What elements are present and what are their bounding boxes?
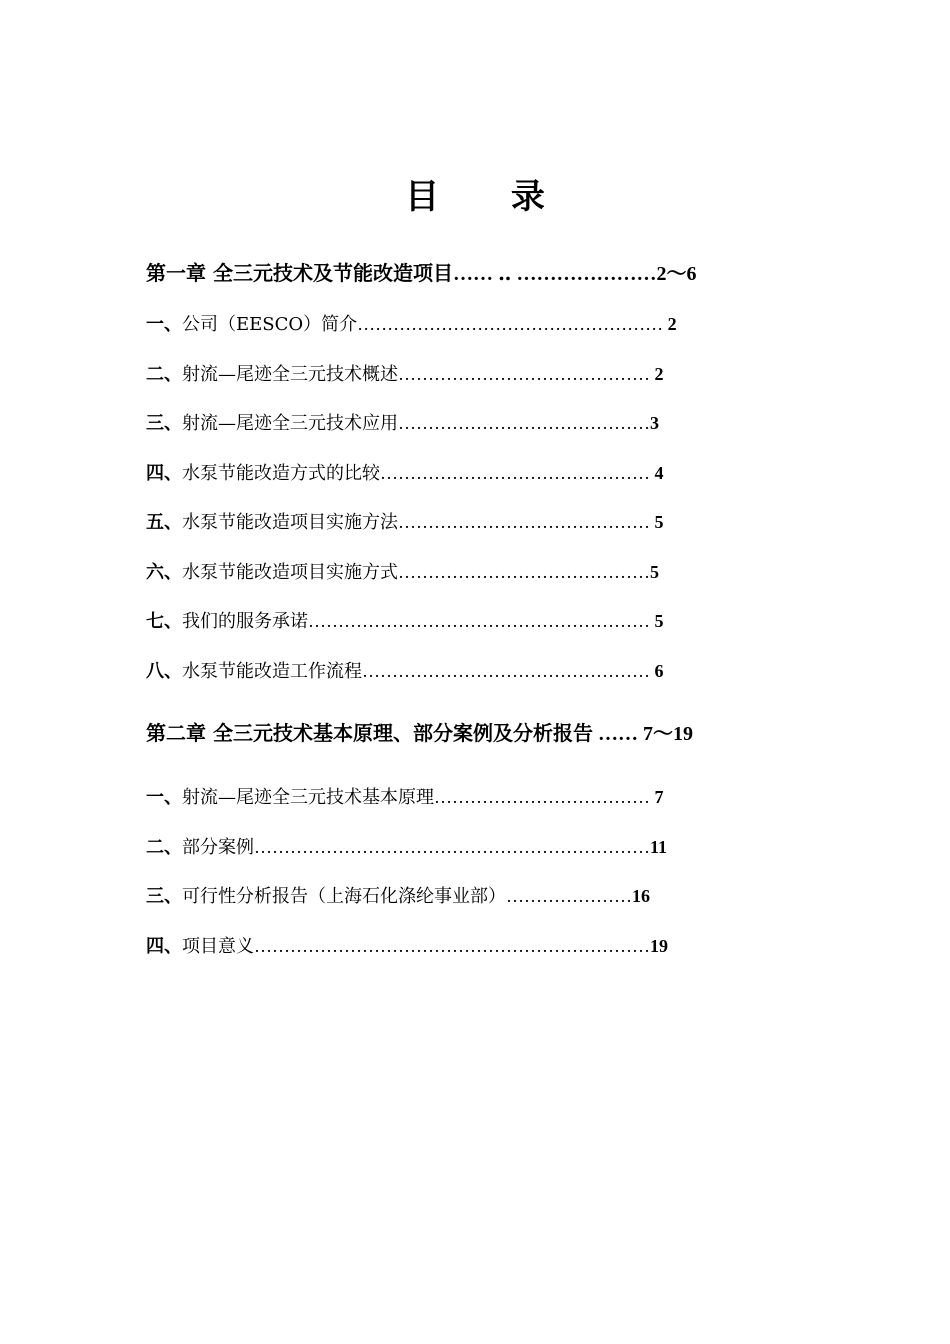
toc-entry-1-1[interactable]: [146, 309, 677, 340]
toc-entry-1-4[interactable]: [146, 458, 664, 489]
page-number: 3: [650, 413, 659, 433]
dot-leader: …………………………………………………………: [254, 837, 650, 857]
toc-entry-2-4[interactable]: [146, 931, 668, 962]
toc-chapter-2[interactable]: [146, 718, 693, 749]
toc-entry-1-6[interactable]: [146, 557, 659, 588]
dot-leader: …………………………………………: [362, 661, 655, 681]
page-number: 2: [654, 364, 664, 384]
dot-leader: ………………………………: [434, 787, 655, 807]
toc-entry-1-2[interactable]: [146, 359, 664, 390]
section-number: 八、: [146, 661, 182, 682]
dot-leader: …………………………………………………: [308, 611, 655, 631]
toc-entry-2-2[interactable]: [146, 832, 667, 863]
section-title: 水泵节能改造项目实施方法: [182, 512, 398, 533]
section-number: 三、: [146, 413, 182, 434]
dot-leader: …… ‥ …………………: [452, 263, 657, 285]
toc-entry-1-5[interactable]: [146, 507, 664, 538]
page-number: 5: [650, 562, 659, 582]
section-title: 水泵节能改造工作流程: [182, 661, 362, 682]
section-number: 四、: [146, 936, 182, 957]
page-number: 6: [654, 661, 664, 681]
dot-leader: ……: [592, 723, 643, 745]
section-number: 二、: [146, 364, 182, 385]
page-range: 2～6: [656, 263, 697, 285]
section-number: 七、: [146, 611, 182, 632]
section-title: 我们的服务承诺: [182, 611, 308, 632]
section-title: 部分案例: [182, 837, 254, 858]
page-title: 目 录: [405, 177, 575, 217]
section-number: 五、: [146, 512, 182, 533]
page-number: 7: [654, 787, 664, 807]
dot-leader: ……………………………………: [398, 364, 655, 384]
page-number: 5: [654, 611, 664, 631]
toc-chapter-1[interactable]: [146, 258, 696, 289]
page-number: 4: [654, 463, 664, 483]
dot-leader: ……………………………………: [398, 413, 650, 433]
page-number: 2: [667, 314, 677, 334]
section-number: 一、: [146, 787, 182, 808]
section-number: 三、: [146, 886, 182, 907]
section-title: 可行性分析报告（上海石化涤纶事业部）: [182, 886, 506, 907]
chapter-title: 第一章 全三元技术及节能改造项目: [146, 261, 453, 285]
page-range: 7～19: [642, 723, 693, 745]
dot-leader: ……………………………………………: [357, 314, 668, 334]
dot-leader: ………………………………………: [380, 463, 655, 483]
section-title: 公司（EESCO）简介: [182, 314, 358, 335]
chapter-title: 第二章 全三元技术基本原理、部分案例及分析报告: [146, 721, 593, 745]
section-title: 射流—尾迹全三元技术基本原理: [182, 787, 434, 808]
section-number: 四、: [146, 463, 182, 484]
toc-entry-2-1[interactable]: [146, 782, 664, 813]
section-title: 射流—尾迹全三元技术概述: [182, 364, 398, 385]
toc-entry-1-3[interactable]: [146, 408, 659, 439]
dot-leader: ……………………………………: [398, 512, 655, 532]
toc-entry-1-8[interactable]: [146, 656, 664, 687]
page-number: 11: [650, 837, 668, 857]
dot-leader: ……………………………………: [398, 562, 650, 582]
section-title: 射流—尾迹全三元技术应用: [182, 413, 398, 434]
section-number: 六、: [146, 562, 182, 583]
page-number: 16: [632, 886, 650, 906]
page-number: 5: [654, 512, 664, 532]
section-title: 项目意义: [182, 936, 254, 957]
dot-leader: …………………: [506, 886, 632, 906]
toc-entry-1-7[interactable]: [146, 606, 664, 637]
section-title: 水泵节能改造项目实施方式: [182, 562, 398, 583]
dot-leader: …………………………………………………………: [254, 936, 650, 956]
page-number: 19: [650, 936, 668, 956]
toc-entry-2-3[interactable]: [146, 881, 650, 912]
section-number: 二、: [146, 837, 182, 858]
section-title: 水泵节能改造方式的比较: [182, 463, 380, 484]
section-number: 一、: [146, 314, 182, 335]
